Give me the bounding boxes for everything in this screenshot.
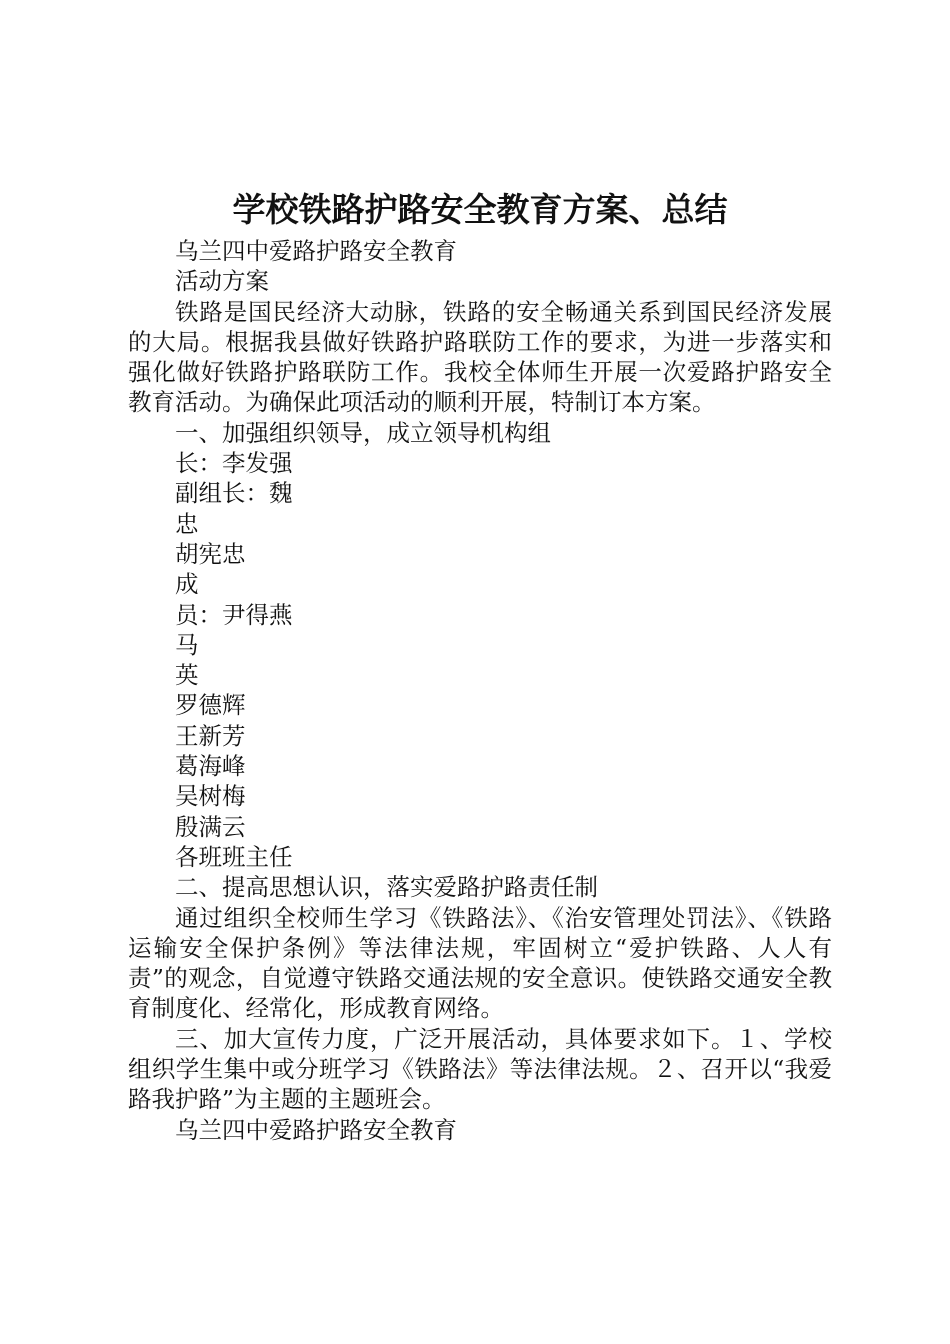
text-line: 胡宪忠	[175, 539, 246, 568]
text-line: 王新芳	[175, 721, 246, 750]
text-line: 各班班主任	[175, 842, 293, 871]
text-line: 忠	[175, 509, 199, 538]
text-line: 殷满云	[175, 812, 246, 841]
text-line: 成	[175, 570, 199, 599]
text-line: 乌兰四中爱路护路安全教育	[175, 237, 457, 265]
section-heading: 一、加强组织领导，成立领导机构组	[175, 418, 551, 447]
text-line: 长：李发强	[175, 449, 293, 478]
paragraph: 通过组织全校师生学习《铁路法》、《治安管理处罚法》、《铁路运输安全保护条例》等法律法规，牢固树立“爱护铁路、人人有责”的观念，自觉遵守铁路交通法规的安全意识。使铁路交通安全教育制度化、经常化，形成教育网络。	[128, 903, 832, 1023]
text-line: 马	[175, 630, 199, 659]
text-line: 吴树梅	[175, 782, 246, 811]
document-title: 学校铁路护路安全教育方案、总结	[232, 190, 728, 229]
text-line: 员：尹得燕	[175, 600, 293, 629]
document-page	[128, 188, 832, 1145]
text-line: 英	[175, 661, 199, 690]
paragraph: 铁路是国民经济大动脉，铁路的安全畅通关系到国民经济发展的大局。根据我县做好铁路护路联防工作的要求，为进一步落实和强化做好铁路护路联防工作。我校全体师生开展一次爱路护路安全教育活动。为确保此项活动的顺利开展，特制订本方案。	[128, 297, 832, 417]
text-line: 乌兰四中爱路护路安全教育	[175, 1115, 457, 1144]
document-body	[128, 236, 832, 1145]
text-line: 副组长：魏	[175, 479, 293, 508]
text-line: 罗德辉	[175, 691, 246, 720]
text-line: 活动方案	[175, 267, 269, 296]
section-heading: 二、提高思想认识，落实爱路护路责任制	[175, 873, 598, 902]
text-line: 葛海峰	[175, 752, 246, 781]
paragraph: 三、加大宣传力度，广泛开展活动，具体要求如下。１、学校组织学生集中或分班学习《铁路法》等法律法规。２、召开以“我爱路我护路”为主题的主题班会。	[128, 1024, 832, 1114]
